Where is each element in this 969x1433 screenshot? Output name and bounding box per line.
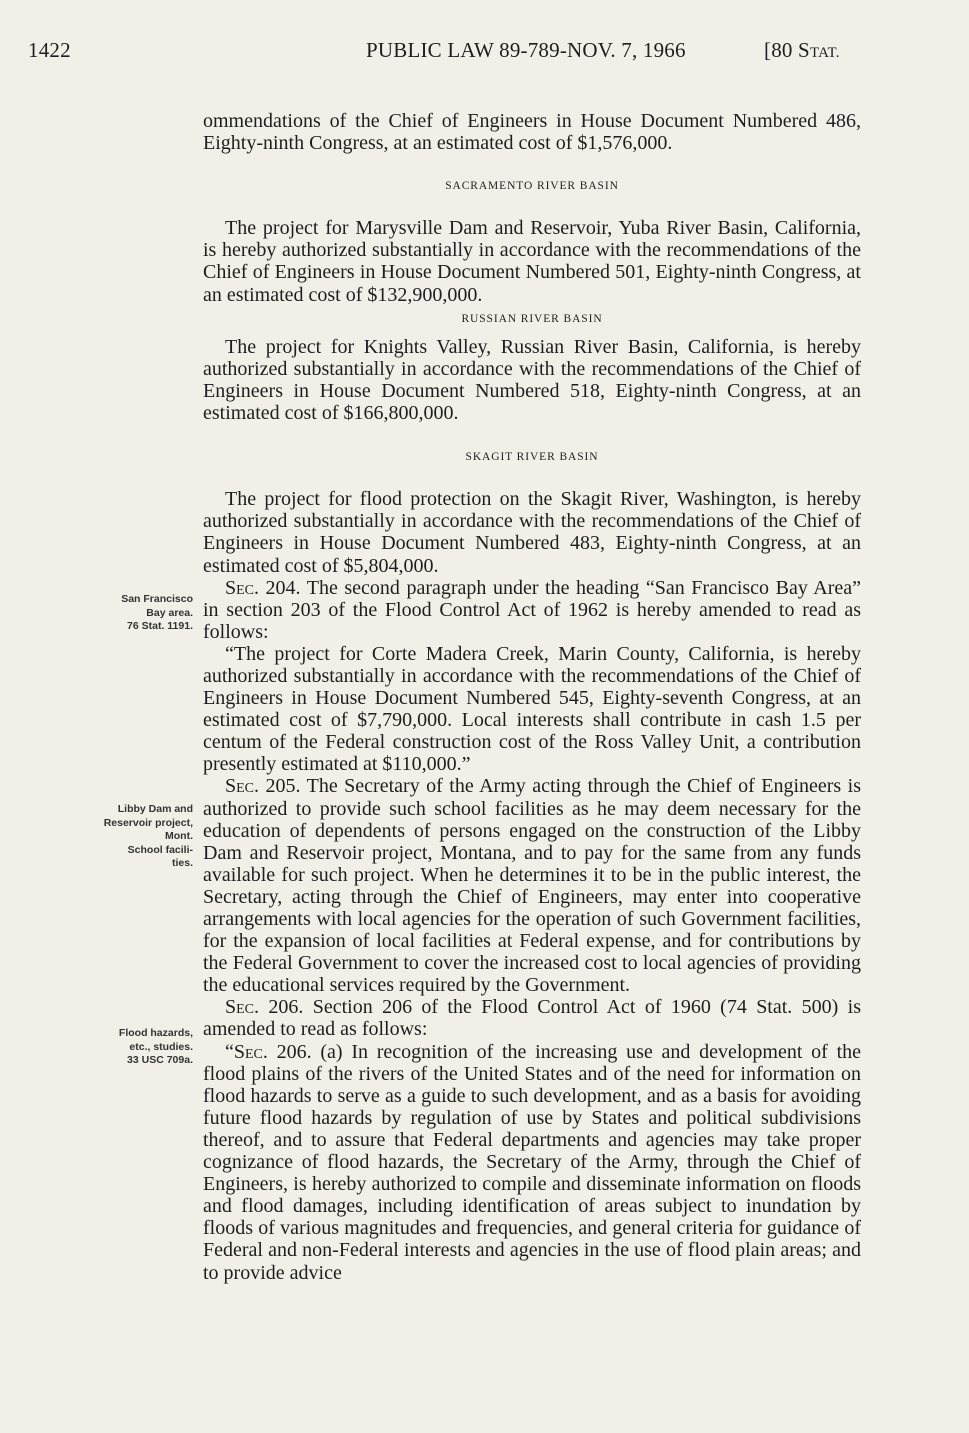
margin-note-libby-dam — [104, 803, 193, 871]
paragraph-text: The Secretary of the Army acting through the Chief of Engineers is authorized to provide such school facilities as he may deem necessary for the education of dependents of persons engaged on the construction of the Libby Dam and Reservoir project, Montana, and to pay for the same from any funds available for such project. When he determines it to be in the public interest, the Secretary, acting through the Chief of Engineers, may enter into cooperative arrangements with local agencies for the operation of such Government facilities, for the expansion of local facilities at Federal expense, and for contributions by the Federal Government to cover the increased cost to local agencies of providing the educational services required by the Government. — [203, 775, 862, 997]
paragraph-continuation: ommendations of the Chief of Engineers in House Document Numbered 486, Eighty-ninth Congress, at an estimated cost of $1,576,000. — [203, 110, 861, 155]
paragraph-sec-204 — [203, 577, 861, 643]
section-heading-sacramento: SACRAMENTO RIVER BASIN — [445, 180, 619, 193]
volume-reference — [764, 38, 840, 63]
paragraph-marysville: The project for Marysville Dam and Reservoir, Yuba River Basin, California, is hereby authorized substantially in accordance with the recommendations of the Chief of Engineers in House Document Numbered 501, Eighty-ninth Congress, at an estimated cost of $132,900,000. — [203, 217, 861, 306]
margin-note-flood-hazards — [119, 1027, 193, 1068]
section-heading-skagit: SKAGIT RIVER BASIN — [465, 451, 599, 464]
margin-note-line: 33 USC 709a. — [127, 1054, 193, 1066]
margin-note-line: Libby Dam and — [117, 803, 193, 815]
margin-note-line: Reservoir project, — [103, 816, 193, 829]
body-text — [203, 110, 861, 1284]
paragraph-text: (a) In recognition of the increasing use and development of the flood plains of the rivers of the United States and of the need for information on flood hazards to serve as a guide to such development, and as a basis for avoiding future flood hazards by regulation of use by States and political subdivisions thereof, and to assure that Federal departments and agencies may take proper cognizance of flood hazards, the Secretary of the Army, through the Chief of Engineers, is hereby authorized to compile and disseminate information on floods and flood damages, including identification of areas subject to inundation by floods of various magnitudes and frequencies, and general criteria for guidance of Federal and non-Federal interests and agencies in the use of flood plain areas; and to provide advice — [203, 1040, 862, 1284]
margin-note-line: Flood hazards, — [118, 1027, 193, 1039]
margin-note-line: Bay area. — [146, 606, 193, 619]
page-number: 1422 — [28, 38, 71, 62]
section-heading-russian-river: RUSSIAN RIVER BASIN — [461, 312, 603, 325]
margin-note-line: 76 Stat. 1191. — [127, 620, 193, 632]
running-title: PUBLIC LAW 89-789-NOV. 7, 1966 — [366, 38, 686, 62]
paragraph-corte-madera: “The project for Corte Madera Creek, Marin County, California, is hereby authorized substantially in accordance with the recommendations of the Chief of Engineers in House Document Numbered 545, Eighty-seventh Congress, at an estimated cost of $7,790,000. Local interests shall contribute in cash 1.5 per centum of the Federal construction cost of the Ross Valley Unit, a contribution presently estimated at $110,000.” — [203, 642, 861, 776]
paragraph-sec-206 — [203, 996, 861, 1040]
margin-note-line: ties. — [171, 857, 193, 869]
section-label: Sec. 204. — [225, 576, 301, 599]
section-label: Sec. 206. — [225, 996, 304, 1019]
section-label: “Sec. 206. — [225, 1040, 312, 1063]
volume-suffix: TAT. — [809, 45, 840, 61]
section-label: Sec. 205. — [225, 775, 301, 798]
margin-note-line: etc., studies. — [129, 1040, 193, 1053]
margin-note-line: San Francisco — [121, 593, 193, 605]
paragraph-sec-205 — [203, 775, 861, 996]
paragraph-text: Section 206 of the Flood Control Act of 1960 (74 Stat. 500) is amended to read as follows: — [203, 996, 862, 1041]
paragraph-skagit: The project for flood protection on the Skagit River, Washington, is hereby authorized substantially in accordance with the recommendations of the Chief of Engineers in House Document Numbered 483, Eighty-ninth Congress, at an estimated cost of $5,804,000. — [203, 488, 861, 577]
margin-note-san-francisco — [121, 593, 193, 634]
volume-prefix: [80 S — [764, 38, 810, 62]
margin-note-line: School facili- — [127, 843, 193, 856]
paragraph-knights-valley: The project for Knights Valley, Russian River Basin, California, is hereby authorized substantially in accordance with the recommendations of the Chief of Engineers in House Document Numbered 518, Eighty-ninth Congress, at an estimated cost of $166,800,000. — [203, 335, 861, 425]
paragraph-text: The second paragraph under the heading “San Francisco Bay Area” in section 203 of the Flood Control Act of 1962 is hereby amended to read as follows: — [203, 576, 861, 643]
paragraph-sec-206a — [203, 1041, 861, 1284]
margin-note-line: Mont. — [165, 830, 193, 842]
